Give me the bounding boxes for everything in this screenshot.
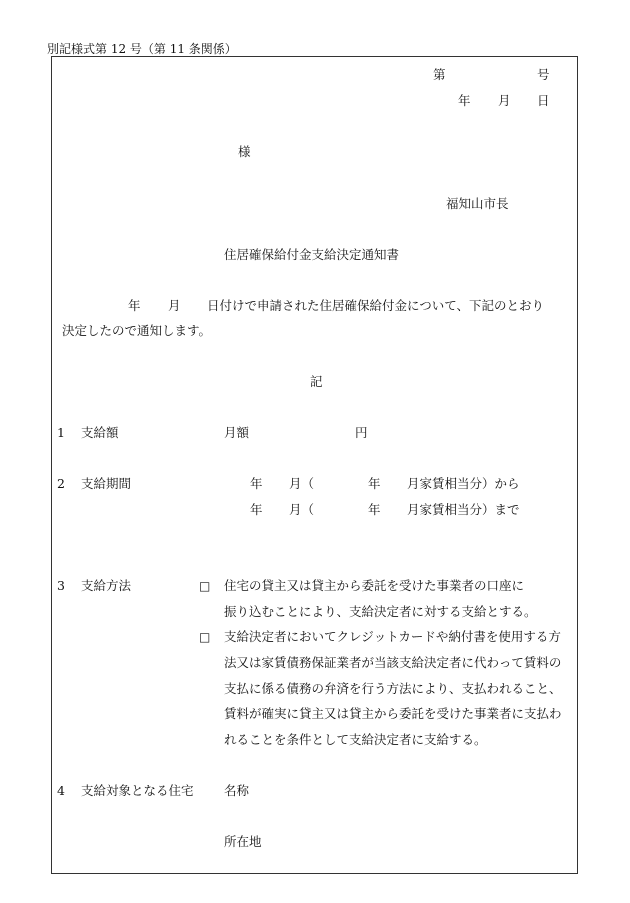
item-housing-label: 支給対象となる住宅 (81, 783, 194, 798)
method-option1-checkbox[interactable]: □ (199, 579, 211, 593)
item-method-number: 3 (57, 578, 65, 593)
period-to-rent-month: 月家賃相当分）まで (407, 502, 520, 517)
method-option2-checkbox[interactable]: □ (199, 630, 211, 644)
item-period-number: 2 (57, 476, 65, 491)
method-option2-line: れることを条件として支給決定者に支給する。 (224, 732, 487, 747)
ki-label: 記 (310, 374, 323, 389)
item-housing-number: 4 (57, 783, 65, 798)
period-from-rent-month: 月家賃相当分）から (407, 476, 520, 491)
period-from-month: 月（ (289, 476, 315, 491)
document-title: 住居確保給付金支給決定通知書 (224, 247, 400, 262)
item-period-label: 支給期間 (81, 476, 132, 491)
item-amount-yen: 円 (355, 425, 368, 440)
period-to-month: 月（ (289, 502, 315, 517)
item-amount-monthly: 月額 (224, 425, 250, 440)
method-option2-line: 法又は家賃債務保証業者が当該支給決定者に代わって賃料の (224, 655, 562, 670)
number-suffix: 号 (537, 67, 550, 82)
housing-name-label: 名称 (224, 783, 250, 798)
item-amount-number: 1 (57, 425, 65, 440)
intro-line1: 日付けで申請された住居確保給付金について、下記のとおり (207, 298, 545, 313)
intro-year: 年 (128, 298, 141, 313)
method-option2-line: 支払に係る債務の弁済を行う方法により、支払われること、 (224, 681, 562, 696)
date-month: 月 (498, 93, 511, 108)
item-amount-label: 支給額 (81, 425, 119, 440)
period-to-rent-year: 年 (368, 502, 381, 517)
issuer-name: 福知山市長 (446, 196, 509, 211)
addressee-suffix: 様 (238, 144, 251, 159)
housing-address-label: 所在地 (224, 834, 262, 849)
method-option2-line: 賃料が確実に貸主又は貸主から委託を受けた事業者に支払わ (224, 706, 562, 721)
intro-month: 月 (168, 298, 181, 313)
item-method-label: 支給方法 (81, 578, 132, 593)
period-from-rent-year: 年 (368, 476, 381, 491)
form-frame (51, 56, 578, 874)
date-year: 年 (458, 93, 471, 108)
period-from-year: 年 (250, 476, 263, 491)
number-prefix: 第 (433, 67, 446, 82)
intro-line2: 決定したので通知します。 (62, 323, 212, 338)
date-day: 日 (537, 93, 550, 108)
period-to-year: 年 (250, 502, 263, 517)
method-option1-line: 住宅の貸主又は貸主から委託を受けた事業者の口座に (224, 578, 525, 593)
method-option1-line: 振り込むことにより、支給決定者に対する支給とする。 (224, 604, 537, 619)
method-option2-line: 支給決定者においてクレジットカードや納付書を使用する方 (224, 629, 561, 644)
form-number-label: 別記様式第 12 号（第 11 条関係） (47, 42, 237, 56)
